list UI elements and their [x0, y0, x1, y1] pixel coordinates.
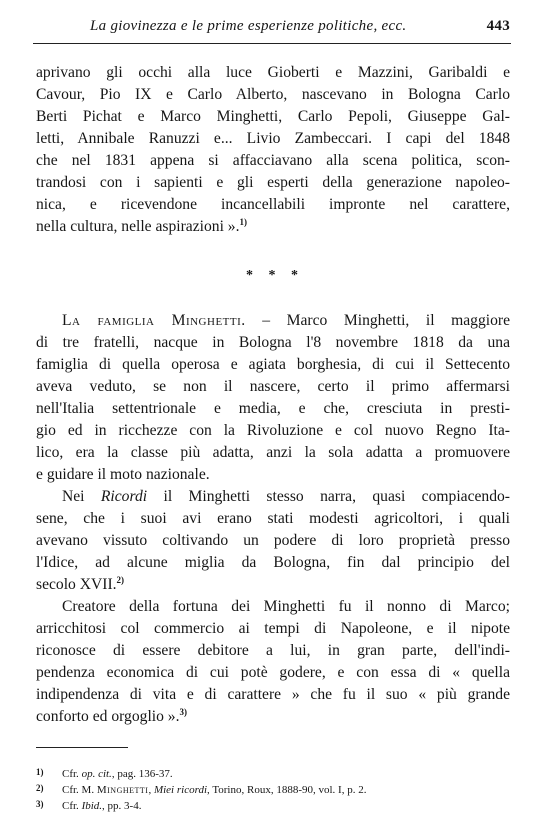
para1-line: che nel 1831 appena si affacciavano alla scena politica, scon- — [36, 152, 510, 169]
para4-line: Creatore della fortuna dei Minghetti fu il nonno di Marco; — [62, 598, 510, 615]
para2-line: di tre fratelli, nacque in Bologna l'8 novembre 1818 da una — [36, 334, 510, 351]
footnote-text: Cfr. — [62, 768, 82, 780]
para4-line: riconosce di essere debitore a lui, in gran parte, dell'indi- — [36, 642, 510, 659]
para3-line: sene, che i suoi avi erano stati modesti agricoltori, i quali — [36, 510, 510, 527]
footnote-italic: op. cit. — [81, 768, 112, 780]
footnote-text: , pp. 3-4. — [102, 800, 142, 812]
para4-line — [36, 706, 510, 728]
footnote-text: Cfr. M. — [62, 784, 97, 796]
footnote-rule — [36, 747, 128, 748]
footnote-2 — [36, 780, 510, 796]
para2-line: e guidare il moto nazionale. — [36, 466, 210, 483]
footnote-ref-1: 1) — [239, 216, 248, 227]
footnote-text: , Torino, Roux, 1888-90, vol. I, p. 2. — [207, 784, 367, 796]
footnote-mark: 3) — [36, 799, 44, 809]
para3-text: secolo XVII. — [36, 576, 117, 593]
para4-line: indipendenza di vita e di carattere » che fu il suo « più grande — [36, 686, 510, 703]
para3-line — [36, 574, 510, 596]
footnote-mark: 2) — [36, 783, 44, 793]
footnote-text: Cfr. — [62, 800, 82, 812]
para2-line: aveva veduto, se non il nascere, certo il primo affermarsi — [36, 378, 510, 395]
footnote-ref-2: 2) — [116, 574, 125, 585]
para1-line: Berti Pichat e Marco Minghetti, Carlo Pepoli, Giuseppe Gal- — [36, 108, 510, 125]
para1-line — [36, 216, 510, 238]
page-number: 443 — [486, 18, 510, 34]
para1-line: nica, e ricevendone incancellabili impronte nel carattere, — [36, 196, 510, 213]
para2-line: lico, era la classe più adatta, anzi la sola adatta a promuovere — [36, 444, 510, 461]
para2-line: gio ed in ricchezze con la Rivoluzione e col nuovo Regno Ita- — [36, 422, 510, 439]
para3-line: avevano vissuto coltivando un podere di loro proprietà presso — [36, 532, 510, 549]
footnote-1 — [36, 764, 510, 780]
footnote-italic: Ibid. — [81, 800, 103, 812]
para2-line: famiglia di quella operosa e agiata borghesia, di cui il Settecento — [36, 356, 510, 373]
header-rule — [33, 43, 511, 44]
footnote-text: , pag. 136-37. — [111, 768, 173, 780]
para1-line: letti, Annibale Ranuzzi e... Livio Zambeccari. I capi del 1848 — [36, 130, 510, 147]
para2-line: nell'Italia settentrionale e media, e che, cresciuta in presti- — [36, 400, 510, 417]
footnote-text: , — [148, 784, 154, 796]
running-head-title: La giovinezza e le prime esperienze politiche, ecc. — [90, 18, 407, 34]
section-heading: La famiglia Minghetti. — [62, 312, 246, 329]
para4-text: conforto ed orgoglio ». — [36, 708, 180, 725]
running-head — [90, 18, 510, 40]
para1-line: Cavour, Pio IX e Carlo Alberto, nascevano in Bologna Carlo — [36, 86, 510, 103]
para1-text: nella cultura, nelle aspirazioni ». — [36, 218, 240, 235]
footnote-italic: Miei ricordi — [153, 784, 208, 796]
para4-line: pendenza economica di cui potè godere, e con essa di « quella — [36, 664, 510, 681]
para2-line — [62, 310, 510, 332]
para1-line: trandosi con i sapienti e gli esperti della generazione napoleo- — [36, 174, 510, 191]
book-title-ricordi: Ricordi — [100, 488, 148, 505]
para3-text: il Minghetti stesso narra, quasi compiacendo- — [147, 488, 510, 505]
footnote-ref-3: 3) — [179, 706, 187, 717]
footnote-author: Minghetti — [96, 784, 149, 796]
para2-text: – Marco Minghetti, il maggiore — [245, 312, 510, 329]
footnote-mark: 1) — [36, 767, 44, 777]
para4-line: arricchitosi col commercio ai tempi di Napoleone, e il nipote — [36, 620, 510, 637]
para1-line: aprivano gli occhi alla luce Gioberti e Mazzini, Garibaldi e — [36, 64, 510, 81]
para3-line: l'Idice, ad alcune miglia da Bologna, fin dal principio del — [36, 554, 510, 571]
para3-text: Nei — [62, 488, 101, 505]
section-separator: * * * — [246, 268, 304, 283]
footnote-3 — [36, 796, 510, 812]
para3-line — [62, 486, 510, 508]
